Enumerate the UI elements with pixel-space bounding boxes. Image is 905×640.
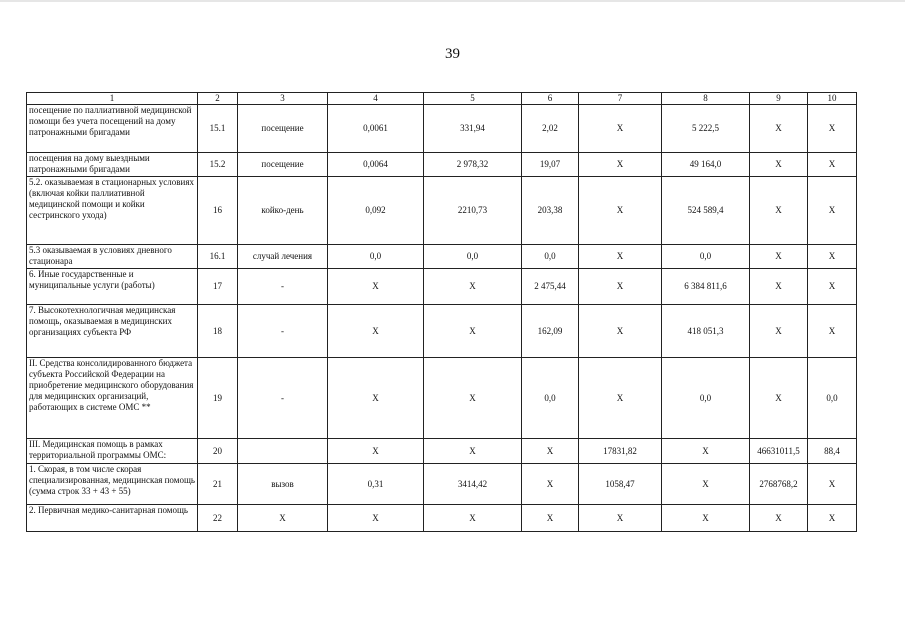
value-cell: 0,0 bbox=[522, 358, 579, 439]
value-cell: X bbox=[808, 153, 857, 177]
value-cell: X bbox=[808, 464, 857, 505]
value-cell: 331,94 bbox=[424, 105, 522, 153]
unit-cell: койко-день bbox=[238, 177, 328, 245]
row-name: 7. Высокотехнологичная медицинская помощь, оказываемая в медицинских организациях субъекта РФ bbox=[27, 305, 198, 358]
value-cell: X bbox=[579, 269, 662, 305]
value-cell: X bbox=[328, 358, 424, 439]
row-name: II. Средства консолидированного бюджета субъекта Российской Федерации на приобретение медицинского оборудования для медицинских организаций, работающих в системе ОМС ** bbox=[27, 358, 198, 439]
row-name: 5.2. оказываемая в стационарных условиях (включая койки паллиативной медицинской помощи и койки сестринского ухода) bbox=[27, 177, 198, 245]
value-cell: 49 164,0 bbox=[662, 153, 750, 177]
value-cell: X bbox=[522, 464, 579, 505]
value-cell: X bbox=[808, 269, 857, 305]
value-cell: X bbox=[579, 245, 662, 269]
value-cell: X bbox=[808, 245, 857, 269]
value-cell: 2 475,44 bbox=[522, 269, 579, 305]
value-cell: X bbox=[522, 505, 579, 532]
value-cell: X bbox=[662, 439, 750, 464]
value-cell: 46631011,5 bbox=[750, 439, 808, 464]
table-row bbox=[27, 269, 857, 305]
header-cell: 1 bbox=[27, 93, 198, 105]
value-cell: X bbox=[579, 177, 662, 245]
value-cell: X bbox=[424, 439, 522, 464]
value-cell: X bbox=[328, 269, 424, 305]
table-row bbox=[27, 464, 857, 505]
row-name: посещения на дому выездными патронажными бригадами bbox=[27, 153, 198, 177]
value-cell: X bbox=[808, 305, 857, 358]
table-row bbox=[27, 505, 857, 532]
value-cell: X bbox=[750, 245, 808, 269]
row-name: 5.3 оказываемая в условиях дневного стационара bbox=[27, 245, 198, 269]
row-name: 6. Иные государственные и муниципальные услуги (работы) bbox=[27, 269, 198, 305]
value-cell: 3414,42 bbox=[424, 464, 522, 505]
value-cell: 5 222,5 bbox=[662, 105, 750, 153]
value-cell: 0,0 bbox=[522, 245, 579, 269]
unit-cell: - bbox=[238, 305, 328, 358]
page-number: 39 bbox=[445, 46, 460, 62]
value-cell: 0,0 bbox=[328, 245, 424, 269]
value-cell: X bbox=[750, 269, 808, 305]
value-cell: X bbox=[328, 439, 424, 464]
value-cell: 2768768,2 bbox=[750, 464, 808, 505]
value-cell: 19,07 bbox=[522, 153, 579, 177]
value-cell: X bbox=[750, 305, 808, 358]
header-cell: 10 bbox=[808, 93, 857, 105]
value-cell: 203,38 bbox=[522, 177, 579, 245]
value-cell: 0,092 bbox=[328, 177, 424, 245]
header-row bbox=[27, 93, 857, 105]
value-cell: X bbox=[424, 305, 522, 358]
value-cell: 2210,73 bbox=[424, 177, 522, 245]
row-number: 18 bbox=[198, 305, 238, 358]
value-cell: X bbox=[328, 505, 424, 532]
row-name: 2. Первичная медико-санитарная помощь bbox=[27, 505, 198, 532]
value-cell: 6 384 811,6 bbox=[662, 269, 750, 305]
value-cell: X bbox=[579, 153, 662, 177]
header-cell: 6 bbox=[522, 93, 579, 105]
row-number: 16.1 bbox=[198, 245, 238, 269]
value-cell: X bbox=[750, 505, 808, 532]
value-cell: 88,4 bbox=[808, 439, 857, 464]
value-cell: 0,0061 bbox=[328, 105, 424, 153]
row-number: 22 bbox=[198, 505, 238, 532]
row-number: 16 bbox=[198, 177, 238, 245]
value-cell: 524 589,4 bbox=[662, 177, 750, 245]
value-cell: X bbox=[522, 439, 579, 464]
value-cell: X bbox=[579, 105, 662, 153]
value-cell: X bbox=[424, 269, 522, 305]
value-cell: X bbox=[750, 358, 808, 439]
value-cell: 2,02 bbox=[522, 105, 579, 153]
value-cell: X bbox=[808, 505, 857, 532]
unit-cell bbox=[238, 439, 328, 464]
value-cell: 17831,82 bbox=[579, 439, 662, 464]
value-cell: X bbox=[579, 505, 662, 532]
header-cell: 7 bbox=[579, 93, 662, 105]
value-cell: 1058,47 bbox=[579, 464, 662, 505]
table-row bbox=[27, 105, 857, 153]
unit-cell: посещение bbox=[238, 153, 328, 177]
value-cell: 2 978,32 bbox=[424, 153, 522, 177]
value-cell: X bbox=[424, 505, 522, 532]
row-number: 19 bbox=[198, 358, 238, 439]
value-cell: 0,0064 bbox=[328, 153, 424, 177]
row-name: III. Медицинская помощь в рамках территориальной программы ОМС: bbox=[27, 439, 198, 464]
unit-cell: - bbox=[238, 269, 328, 305]
value-cell: X bbox=[808, 177, 857, 245]
table-row bbox=[27, 439, 857, 464]
top-border-line bbox=[0, 0, 905, 2]
value-cell: X bbox=[424, 358, 522, 439]
header-cell: 5 bbox=[424, 93, 522, 105]
row-number: 17 bbox=[198, 269, 238, 305]
header-cell: 8 bbox=[662, 93, 750, 105]
table-row bbox=[27, 153, 857, 177]
unit-cell: - bbox=[238, 358, 328, 439]
header-cell: 2 bbox=[198, 93, 238, 105]
unit-cell: посещение bbox=[238, 105, 328, 153]
row-number: 21 bbox=[198, 464, 238, 505]
value-cell: 418 051,3 bbox=[662, 305, 750, 358]
value-cell: X bbox=[579, 305, 662, 358]
table-row bbox=[27, 177, 857, 245]
value-cell: X bbox=[750, 105, 808, 153]
value-cell: 0,31 bbox=[328, 464, 424, 505]
header-cell: 3 bbox=[238, 93, 328, 105]
row-name: 1. Скорая, в том числе скорая специализированная, медицинская помощь (сумма строк 33 + 43 + 55) bbox=[27, 464, 198, 505]
value-cell: 0,0 bbox=[424, 245, 522, 269]
value-cell: X bbox=[750, 177, 808, 245]
value-cell: X bbox=[662, 505, 750, 532]
value-cell: 0,0 bbox=[808, 358, 857, 439]
header-cell: 4 bbox=[328, 93, 424, 105]
row-number: 15.1 bbox=[198, 105, 238, 153]
header-cell: 9 bbox=[750, 93, 808, 105]
unit-cell: X bbox=[238, 505, 328, 532]
value-cell: 0,0 bbox=[662, 245, 750, 269]
table-row bbox=[27, 305, 857, 358]
budget-table bbox=[26, 92, 857, 532]
row-number: 20 bbox=[198, 439, 238, 464]
value-cell: 162,09 bbox=[522, 305, 579, 358]
unit-cell: случай лечения bbox=[238, 245, 328, 269]
table-row bbox=[27, 358, 857, 439]
row-name: посещение по паллиативной медицинской помощи без учета посещений на дому патронажными бригадами bbox=[27, 105, 198, 153]
value-cell: 0,0 bbox=[662, 358, 750, 439]
value-cell: X bbox=[750, 153, 808, 177]
unit-cell: вызов bbox=[238, 464, 328, 505]
value-cell: X bbox=[808, 105, 857, 153]
value-cell: X bbox=[328, 305, 424, 358]
value-cell: X bbox=[579, 358, 662, 439]
value-cell: X bbox=[662, 464, 750, 505]
table-row bbox=[27, 245, 857, 269]
row-number: 15.2 bbox=[198, 153, 238, 177]
